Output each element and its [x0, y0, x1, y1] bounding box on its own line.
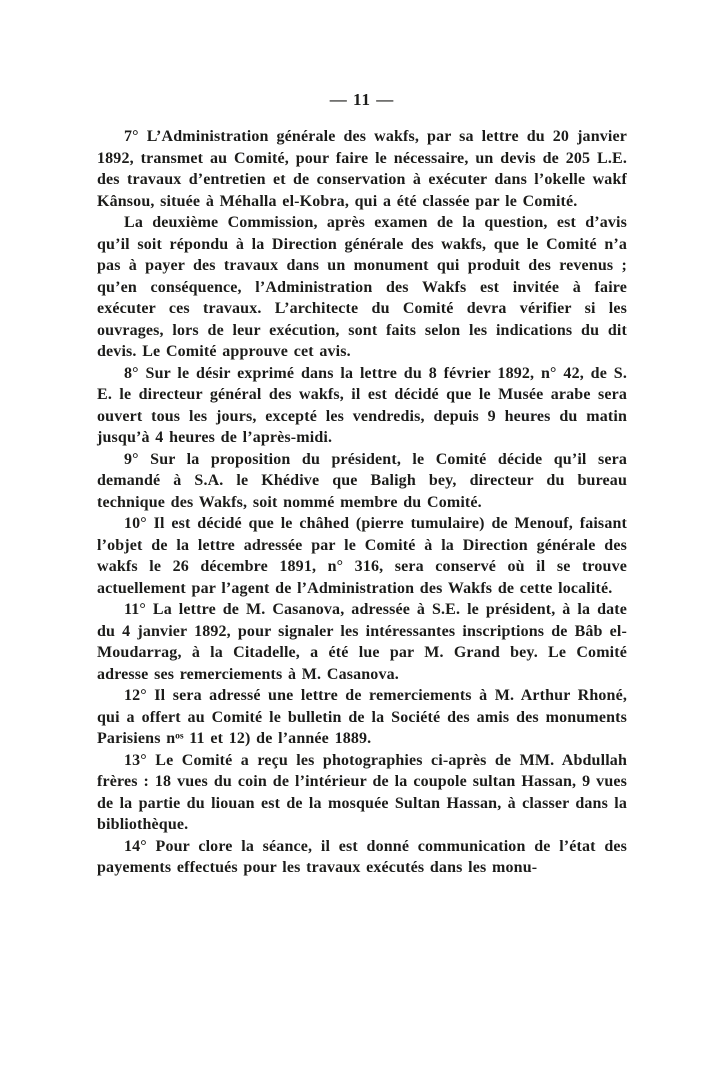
paragraph-item-13: 13° Le Comité a reçu les photographies ci-après de MM. Abdullah frères : 18 vues du coin de l’intérieur de la coupole sultan Hassan, 9 vues de la partie du liouan est de la mosquée Sultan Hassan, à classer dans la bibliothèque.	[97, 751, 627, 833]
page-number: — 11 —	[329, 90, 395, 109]
paragraph-item-7: 7° L’Administration générale des wakfs, par sa lettre du 20 janvier 1892, transmet au Comité, pour faire le nécessaire, un devis de 205 L.E. des travaux d’entretien et de conservation à exécuter dans l’okelle wakf Kânsou, située à Méhalla el-Kobra, qui a été classée par le Comité.	[97, 128, 627, 210]
paragraph-item-12: 12° Il sera adressé une lettre de remerciements à M. Arthur Rhoné, qui a offert au Comité le bulletin de la Société des amis des monuments Parisiens nᵒˢ 11 et 12) de l’année 1889.	[97, 687, 627, 747]
paragraph-item-14: 14° Pour clore la séance, il est donné communication de l’état des payements effectués pour les travaux exécutés dans les monu-	[97, 837, 627, 876]
paragraph-item-8: 8° Sur le désir exprimé dans la lettre du 8 février 1892, n° 42, de S. E. le directeur général des wakfs, il est décidé que le Musée arabe sera ouvert tous les jours, excepté les vendredis, depuis 9 heures du matin jusqu’à 4 heures de l’après-midi.	[97, 364, 627, 446]
paragraph-item-10: 10° Il est décidé que le châhed (pierre tumulaire) de Menouf, faisant l’objet de la lettre adressée par le Comité à la Direction générale des wakfs le 26 décembre 1891, n° 316, sera conservé où il se trouve actuellement par l’agent de l’Administration des Wakfs de cette localité.	[97, 515, 627, 597]
page-body	[97, 126, 627, 879]
paragraph-commission-avis: La deuxième Commission, après examen de la question, est d’avis qu’il soit répondu à la Direction générale des wakfs, que le Comité n’a pas à payer des travaux dans un monument qui produit des revenus ; qu’en conséquence, l’Administration des Wakfs est invitée à faire exécuter ces travaux. L’architecte du Comité devra vérifier si les ouvrages, lors de leur exécution, sont faits selon les indications du dit devis. Le Comité approuve cet avis.	[97, 214, 627, 360]
paragraph-item-11: 11° La lettre de M. Casanova, adressée à S.E. le président, à la date du 4 janvier 1892, pour signaler les intéressantes inscriptions de Bâb el-Moudarrag, à la Citadelle, a été lue par M. Grand bey. Le Comité adresse ses remerciements à M. Casanova.	[97, 601, 627, 683]
paragraph-item-9: 9° Sur la proposition du président, le Comité décide qu’il sera demandé à S.A. le Khédive que Baligh bey, directeur du bureau technique des Wakfs, soit nommé membre du Comité.	[97, 450, 627, 511]
